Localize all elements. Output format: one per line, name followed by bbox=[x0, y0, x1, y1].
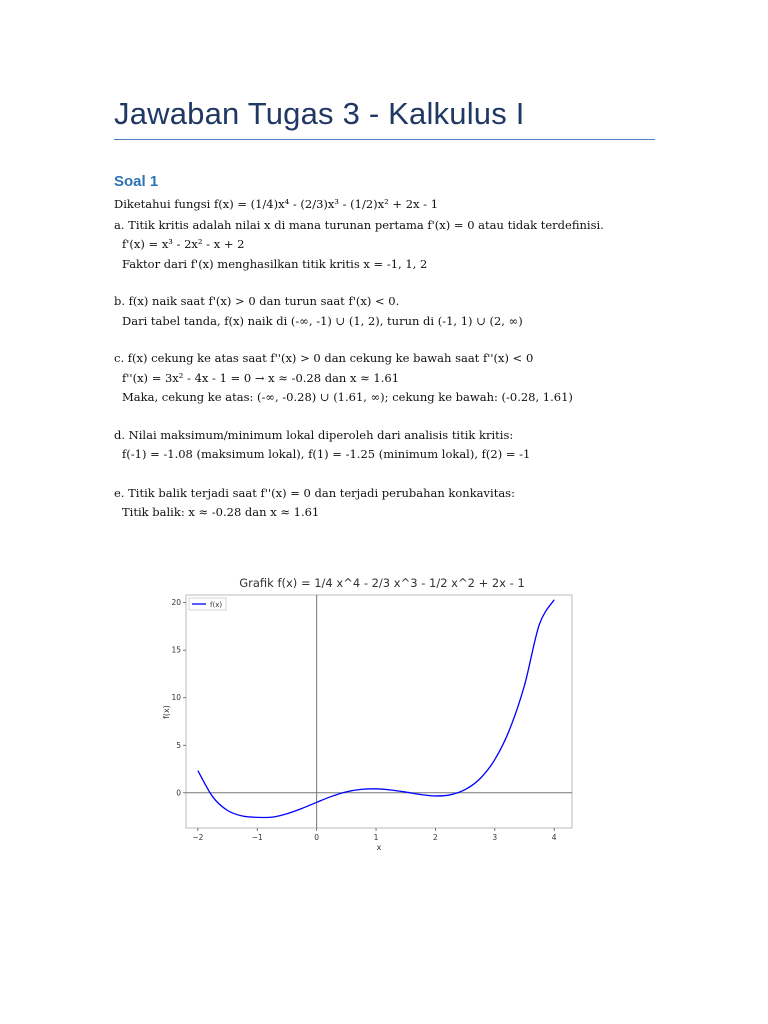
document-title: Jawaban Tugas 3 - Kalkulus I bbox=[114, 96, 525, 131]
x-tick-label: 3 bbox=[492, 833, 498, 842]
part-a-text: a. Titik kritis adalah nilai x di mana turunan pertama f'(x) = 0 atau tidak terdefinisi. bbox=[114, 218, 604, 232]
part-d-text: d. Nilai maksimum/minimum lokal diperoleh dari analisis titik kritis: bbox=[114, 428, 514, 442]
x-tick-label: 0 bbox=[314, 833, 320, 842]
part-a-critical-points: Faktor dari f'(x) menghasilkan titik kritis x = -1, 1, 2 bbox=[122, 257, 428, 271]
chart-title: Grafik f(x) = 1/4 x^4 - 2/3 x^3 - 1/2 x^2 + 2x - 1 bbox=[239, 576, 525, 590]
y-tick-label: 5 bbox=[176, 740, 181, 750]
section-heading: Soal 1 bbox=[114, 173, 159, 190]
legend-label: f(x) bbox=[210, 601, 223, 609]
problem-statement: Diketahui fungsi f(x) = (1/4)x⁴ - (2/3)x³ - (1/2)x² + 2x - 1 bbox=[114, 197, 439, 211]
part-e-inflection: Titik balik: x ≈ -0.28 dan x ≈ 1.61 bbox=[122, 505, 320, 519]
part-d-extrema: f(-1) = -1.08 (maksimum lokal), f(1) = -1.25 (minimum lokal), f(2) = -1 bbox=[122, 447, 531, 461]
part-b-intervals: Dari tabel tanda, f(x) naik di (-∞, -1) ∪ (1, 2), turun di (-1, 1) ∪ (2, ∞) bbox=[122, 314, 523, 328]
part-c-second-derivative: f''(x) = 3x² - 4x - 1 = 0 → x ≈ -0.28 dan x ≈ 1.61 bbox=[122, 371, 400, 385]
y-tick-label: 15 bbox=[171, 645, 181, 655]
part-c-concavity: Maka, cekung ke atas: (-∞, -0.28) ∪ (1.61, ∞); cekung ke bawah: (-0.28, 1.61) bbox=[122, 390, 573, 404]
y-axis-label: f(x) bbox=[162, 705, 171, 719]
y-tick-label: 10 bbox=[171, 693, 181, 703]
x-tick-label: −2 bbox=[192, 833, 204, 842]
part-e-text: e. Titik balik terjadi saat f''(x) = 0 dan terjadi perubahan konkavitas: bbox=[114, 486, 515, 500]
part-b-text: b. f(x) naik saat f'(x) > 0 dan turun saat f'(x) < 0. bbox=[114, 294, 400, 308]
part-a-derivative: f'(x) = x³ - 2x² - x + 2 bbox=[122, 237, 245, 251]
title-underline bbox=[114, 139, 655, 140]
part-c-text: c. f(x) cekung ke atas saat f''(x) > 0 dan cekung ke bawah saat f''(x) < 0 bbox=[114, 351, 534, 365]
x-tick-label: −1 bbox=[251, 833, 263, 842]
y-tick-label: 20 bbox=[171, 598, 181, 608]
x-axis-ticks bbox=[192, 828, 556, 842]
y-tick-label: 0 bbox=[176, 788, 181, 798]
x-tick-label: 4 bbox=[551, 833, 557, 842]
chart-svg bbox=[148, 560, 622, 858]
function-graph bbox=[148, 560, 622, 858]
x-tick-label: 2 bbox=[433, 833, 438, 842]
zero-axes bbox=[186, 595, 572, 828]
chart-legend bbox=[189, 598, 226, 610]
y-axis-ticks bbox=[171, 598, 186, 797]
x-axis-label: x bbox=[376, 843, 382, 852]
series-line-fx bbox=[198, 600, 554, 818]
x-tick-label: 1 bbox=[373, 833, 379, 842]
